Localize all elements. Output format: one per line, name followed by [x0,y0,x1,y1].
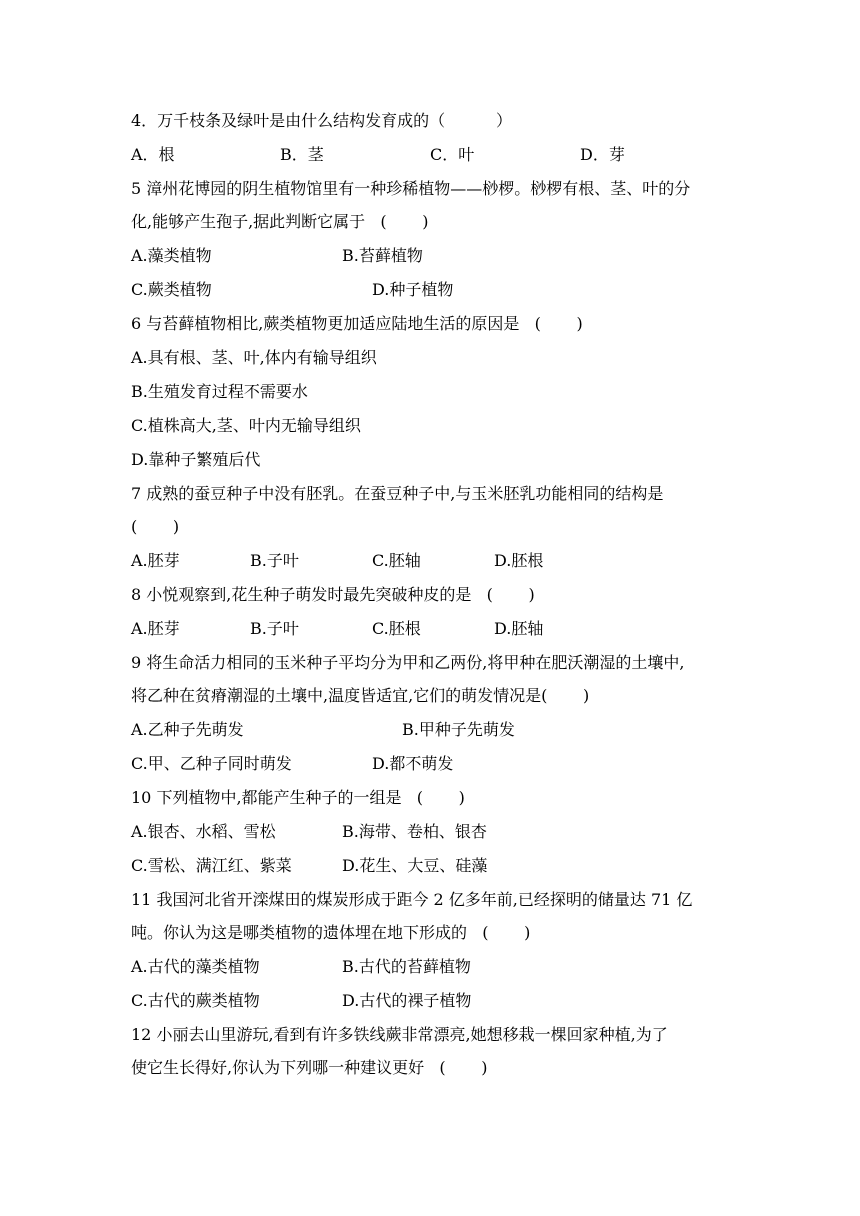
question-11-option-b: B.古代的苔藓植物 [342,957,471,976]
question-12-stem-line-2: 使它生长得好,你认为下列哪一种建议更好 ( ) [131,1058,488,1077]
question-8-stem: 8 小悦观察到,花生种子萌发时最先突破种皮的是 ( ) [131,585,535,604]
question-10-option-d: D.花生、大豆、硅藻 [342,856,488,875]
question-10-option-b: B.海带、卷柏、银杏 [342,822,487,841]
question-11-stem-line-1: 11 我国河北省开滦煤田的煤炭形成于距今 2 亿多年前,已经探明的储量达 71 亿 [131,890,693,909]
question-9-option-b: B.甲种子先萌发 [402,720,515,739]
question-5-option-c: C.蕨类植物 [131,280,212,299]
question-10-option-c: C.雪松、满江红、紫菜 [131,856,292,875]
question-7-stem-line-2: ( ) [131,517,180,536]
question-5-stem-line-1: 5 漳州花博园的阴生植物馆里有一种珍稀植物——桫椤。桫椤有根、茎、叶的分 [131,179,691,198]
question-8-option-a: A.胚芽 [131,619,180,638]
question-11-option-d: D.古代的裸子植物 [342,991,472,1010]
question-4-option-b: B．茎 [280,145,324,164]
question-6-stem: 6 与苔藓植物相比,蕨类植物更加适应陆地生活的原因是 ( ) [131,314,583,333]
question-5-stem-line-2: 化,能够产生孢子,据此判断它属于 ( ) [131,212,429,231]
question-11-option-a: A.古代的藻类植物 [131,957,260,976]
question-8-option-c: C.胚根 [372,619,421,638]
question-7-option-b: B.子叶 [250,551,299,570]
question-10-stem: 10 下列植物中,都能产生种子的一组是 ( ) [131,788,465,807]
question-4-stem: 4．万千枝条及绿叶是由什么结构发育成的（ ） [131,111,513,130]
question-4-option-a: A．根 [131,145,175,164]
question-8-option-d: D.胚轴 [494,619,544,638]
question-6-option-c: C.植株高大,茎、叶内无输导组织 [131,416,361,435]
question-6-option-b: B.生殖发育过程不需要水 [131,382,308,401]
question-9-stem-line-1: 9 将生命活力相同的玉米种子平均分为甲和乙两份,将甲种在肥沃潮湿的土壤中, [131,653,685,672]
question-8-option-b: B.子叶 [250,619,299,638]
question-9-option-c: C.甲、乙种子同时萌发 [131,754,292,773]
question-7-option-c: C.胚轴 [372,551,421,570]
question-9-option-d: D.都不萌发 [372,754,454,773]
question-7-option-a: A.胚芽 [131,551,180,570]
question-7-option-d: D.胚根 [494,551,544,570]
question-9-stem-line-2: 将乙种在贫瘠潮湿的土壤中,温度皆适宜,它们的萌发情况是( ) [131,686,590,705]
question-12-stem-line-1: 12 小丽去山里游玩,看到有许多铁线蕨非常漂亮,她想移栽一棵回家种植,为了 [131,1025,668,1044]
question-5-option-b: B.苔藓植物 [342,246,423,265]
question-5-option-d: D.种子植物 [372,280,454,299]
question-11-stem-line-2: 吨。你认为这是哪类植物的遗体埋在地下形成的 ( ) [131,923,531,942]
question-10-option-a: A.银杏、水稻、雪松 [131,822,276,841]
question-6-option-a: A.具有根、茎、叶,体内有输导组织 [131,348,377,367]
question-11-option-c: C.古代的蕨类植物 [131,991,260,1010]
question-4-option-c: C．叶 [430,145,475,164]
question-4-option-d: D．芽 [580,145,625,164]
question-5-option-a: A.藻类植物 [131,246,212,265]
question-9-option-a: A.乙种子先萌发 [131,720,244,739]
question-6-option-d: D.靠种子繁殖后代 [131,450,261,469]
question-7-stem-line-1: 7 成熟的蚕豆种子中没有胚乳。在蚕豆种子中,与玉米胚乳功能相同的结构是 [131,484,664,503]
